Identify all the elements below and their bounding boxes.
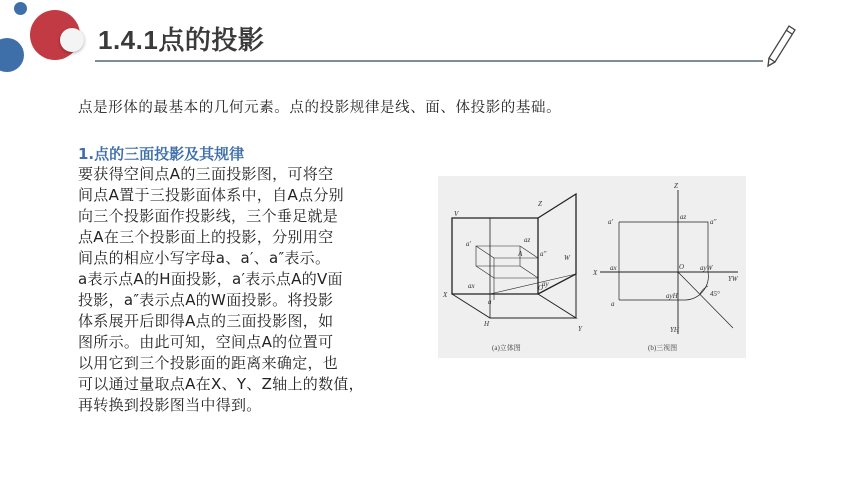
label-b-ayw: ayW — [700, 264, 713, 272]
label-ax: ax — [468, 282, 475, 290]
body-line: 要获得空间点A的三面投影图，可将空 — [78, 165, 334, 183]
label-a: a — [488, 298, 492, 306]
body-line: 再转换到投影图当中得到。 — [78, 396, 262, 414]
label-b-a: a — [611, 300, 615, 308]
decor-circle-small-blue — [14, 2, 27, 15]
label-b-YH: YH — [670, 326, 679, 334]
body-line: 以用它到三个投影面的距离来确定，也 — [78, 354, 339, 372]
body-line: 投影，a″表示点A的W面投影。将投影 — [78, 291, 334, 309]
label-b-a-prime: a′ — [608, 218, 614, 226]
body-line: 间点的相应小写字母a、a′、a″表示。 — [78, 249, 331, 267]
body-line: 可以通过量取点A在X、Y、Z轴上的数值， — [78, 375, 364, 393]
body-line: 图所示。由此可知，空间点A的位置可 — [78, 333, 334, 351]
label-az: az — [524, 236, 531, 244]
intro-text: 点是形体的最基本的几何元素。点的投影规律是线、面、体投影的基础。 — [78, 100, 562, 116]
projection-figure — [438, 176, 746, 358]
label-a-prime: a′ — [466, 240, 472, 248]
figure-b-orthographic — [600, 190, 738, 334]
caption-b: (b)三视图 — [648, 344, 678, 352]
label-b-a-dprime: a″ — [710, 218, 717, 226]
label-O: O — [538, 284, 544, 292]
label-Z: Z — [538, 200, 542, 208]
body-paragraph — [78, 164, 423, 416]
label-a-dprime: a″ — [540, 250, 547, 258]
label-H: H — [484, 320, 490, 328]
body-line: 向三个投影面作投影线，三个垂足就是 — [78, 207, 339, 225]
label-W: W — [564, 254, 570, 262]
pencil-icon — [765, 24, 797, 70]
label-b-X: X — [593, 269, 598, 277]
body-line: a表示点A的H面投影，a′表示点A的V面 — [78, 270, 343, 288]
figure-a-labels — [442, 200, 583, 333]
label-ay: ay — [542, 280, 549, 288]
label-Y: Y — [578, 325, 582, 333]
body-line: 体系展开后即得A点的三面投影图，如 — [78, 312, 334, 330]
decor-circle-blue — [0, 38, 24, 72]
label-b-O: O — [679, 263, 685, 271]
page-title: 1.4.1点的投影 — [98, 25, 265, 55]
body-line: 点A在三个投影面上的投影，分别用空 — [78, 228, 334, 246]
decor-circle-white — [60, 28, 84, 52]
label-b-YW: YW — [728, 275, 738, 283]
label-V: V — [454, 210, 459, 218]
label-b-angle: 45° — [710, 290, 720, 298]
title-underline — [95, 60, 763, 62]
label-b-Z: Z — [674, 182, 678, 190]
body-line: 间点A置于三投影面体系中，自A点分别 — [78, 186, 344, 204]
figure-a-isometric — [452, 194, 576, 318]
label-A: A — [518, 250, 523, 258]
section-heading: 1.点的三面投影及其规律 — [78, 145, 245, 163]
label-X: X — [443, 291, 448, 299]
label-b-az: az — [680, 213, 687, 221]
label-b-ayh: ayH — [666, 292, 678, 300]
label-b-ax: ax — [610, 264, 617, 272]
caption-a: (a)立体图 — [492, 344, 521, 352]
